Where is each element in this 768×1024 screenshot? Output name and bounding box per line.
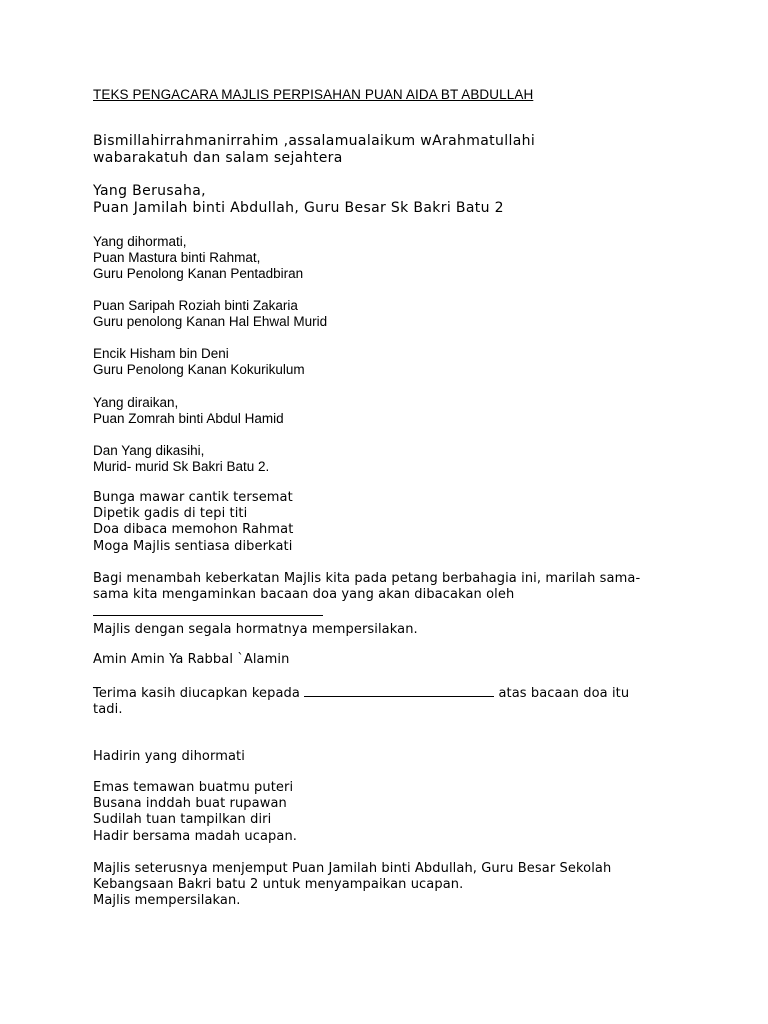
yang-diraikan-paragraph <box>93 395 284 427</box>
pantun-one <box>93 490 293 555</box>
text-line: Murid- murid Sk Bakri Batu 2. <box>93 459 270 475</box>
yang-dikasihi-paragraph <box>93 443 269 475</box>
text-line: Yang diraikan, <box>93 395 179 410</box>
text-line: Guru Penolong Kanan Kokurikulum <box>93 362 305 378</box>
doa-invite-paragraph <box>93 571 640 638</box>
text-line: Guru Penolong Kanan Pentadbiran <box>93 266 304 282</box>
document-page <box>93 0 693 1024</box>
text-line: Puan Saripah Roziah binti Zakaria <box>93 298 298 313</box>
terima-kasih-after: atas bacaan doa itu <box>498 686 630 701</box>
text-line: wabarakatuh dan salam sejahtera <box>93 149 343 166</box>
text-line: Majlis mempersilakan. <box>93 893 241 909</box>
text-line: Majlis seterusnya menjemput Puan Jamilah binti Abdullah, Guru Besar Sekolah <box>93 861 612 876</box>
greeting-paragraph <box>93 133 535 167</box>
gpk-koku-paragraph <box>93 346 305 378</box>
pantun-line: Doa dibaca memohon Rahmat <box>93 522 294 538</box>
amin-line: Amin Amin Ya Rabbal `Alamin <box>93 652 290 667</box>
text-line: Puan Jamilah binti Abdullah, Guru Besar Sk Bakri Batu 2 <box>93 199 504 216</box>
reader-name-blank <box>93 603 640 621</box>
terima-kasih-before: Terima kasih diucapkan kepada <box>93 686 300 701</box>
text-line: Puan Zomrah binti Abdul Hamid <box>93 411 284 427</box>
text-line: sama kita mengaminkan bacaan doa yang akan dibacakan oleh <box>93 587 515 603</box>
pantun-line: Bunga mawar cantik tersemat <box>93 490 293 505</box>
gpk-hem-paragraph <box>93 298 327 330</box>
closing-paragraph <box>93 861 611 910</box>
text-line: Puan Mastura binti Rahmat, <box>93 250 261 266</box>
text-line: Bagi menambah keberkatan Majlis kita pada petang berbahagia ini, marilah sama- <box>93 571 641 586</box>
text-line <box>93 684 629 702</box>
pantun-two <box>93 780 297 845</box>
pantun-line: Emas temawan buatmu puteri <box>93 780 294 795</box>
text-line: Dan Yang dikasihi, <box>93 443 205 458</box>
yang-berusaha-paragraph <box>93 183 504 217</box>
text-line: Yang Berusaha, <box>93 183 206 199</box>
pantun-line: Moga Majlis sentiasa diberkati <box>93 538 293 554</box>
pantun-line: Busana inddah buat rupawan <box>93 796 287 812</box>
text-line: tadi. <box>93 702 123 718</box>
yang-dihormati-paragraph <box>93 234 303 283</box>
text-line: Yang dihormati, <box>93 234 187 249</box>
text-line: Encik Hisham bin Deni <box>93 346 229 361</box>
text-line: Majlis dengan segala hormatnya mempersilakan. <box>93 621 418 637</box>
pantun-line: Dipetik gadis di tepi titi <box>93 506 248 522</box>
pantun-line: Sudilah tuan tampilkan diri <box>93 812 272 828</box>
doa-reader-blank <box>304 684 494 697</box>
text-line: Guru penolong Kanan Hal Ehwal Murid <box>93 314 328 330</box>
terima-kasih-paragraph <box>93 684 629 718</box>
document-title: TEKS PENGACARA MAJLIS PERPISAHAN PUAN AIDA BT ABDULLAH <box>93 87 534 102</box>
pantun-line: Hadir bersama madah ucapan. <box>93 828 298 844</box>
hadirin-line: Hadirin yang dihormati <box>93 749 245 764</box>
text-line: Bismillahirrahmanirrahim ,assalamualaikum wArahmatullahi <box>93 133 536 149</box>
text-line: Kebangsaan Bakri batu 2 untuk menyampaikan ucapan. <box>93 877 464 893</box>
